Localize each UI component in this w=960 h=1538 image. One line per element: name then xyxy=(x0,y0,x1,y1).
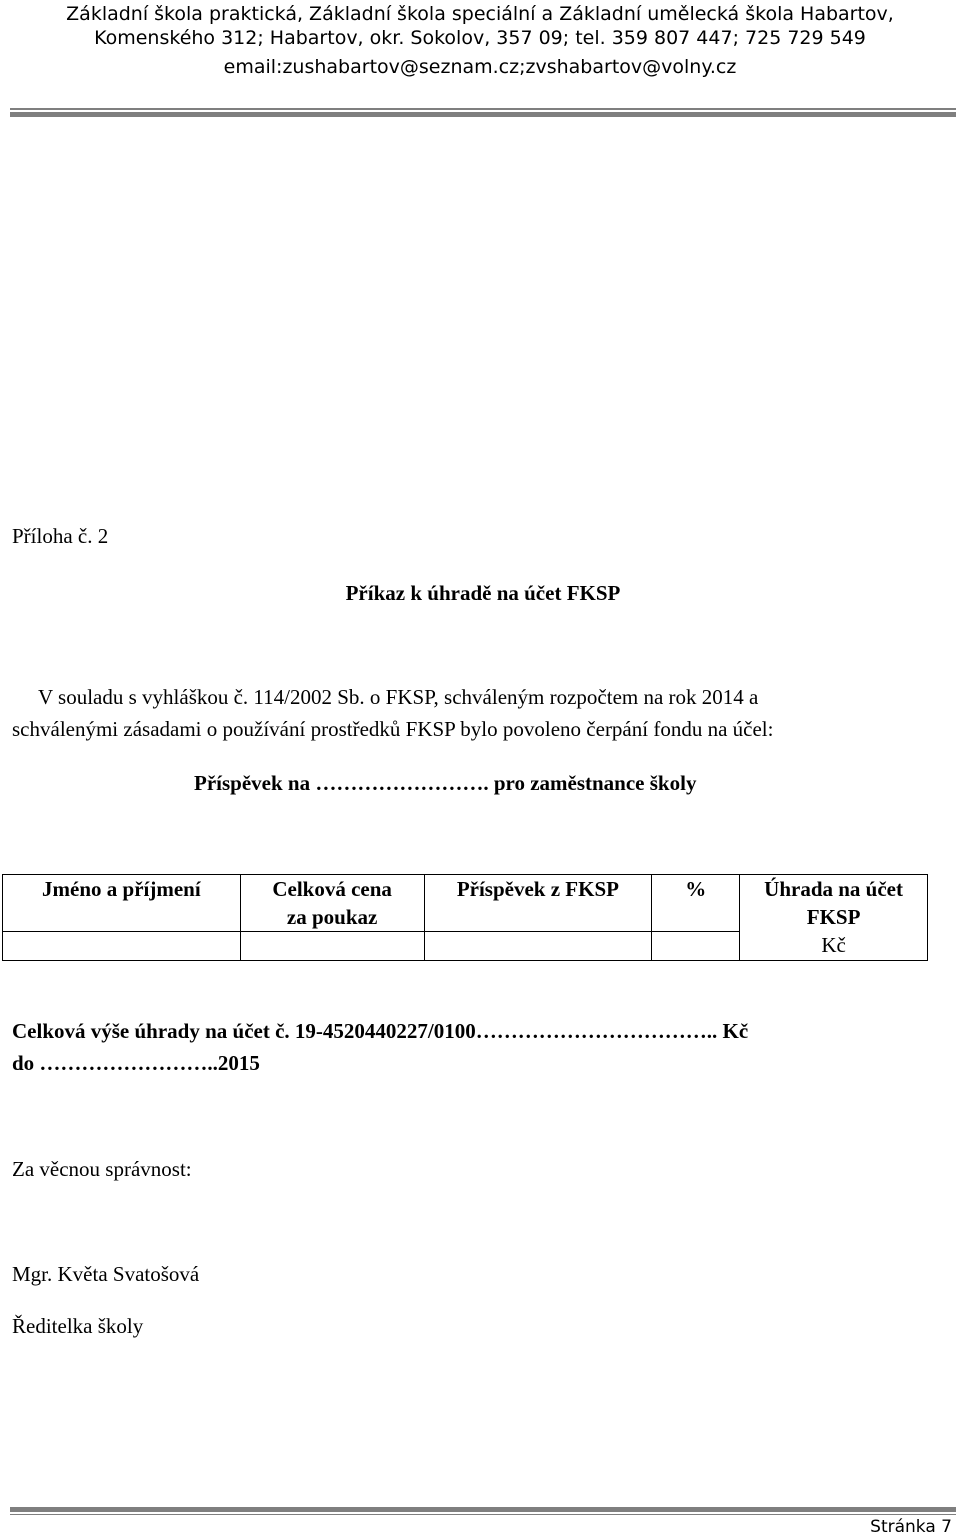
purpose-line: Příspěvek na ……………………. pro zaměstnance školy xyxy=(194,771,697,795)
col-header-name: Jméno a příjmení xyxy=(3,875,241,932)
signatory-role: Ředitelka školy xyxy=(12,1314,144,1338)
col-header-percent: % xyxy=(652,875,740,932)
footer-rule-thick xyxy=(10,1507,956,1512)
col-header-total-price: Celková cena za poukaz xyxy=(240,875,424,932)
table-header-row xyxy=(3,875,928,932)
letterhead-line-3: email:zushabartov@seznam.cz;zvshabartov@volny.cz xyxy=(223,56,737,78)
contribution-table xyxy=(2,874,928,961)
paragraph-line-2: schválenými zásadami o používání prostředků FKSP bylo povoleno čerpání fondu na účel: xyxy=(12,717,774,741)
letterhead-line-2: Komenského 312; Habartov, okr. Sokolov, 357 09; tel. 359 807 447; 725 729 549 xyxy=(94,27,866,49)
attachment-number: Příloha č. 2 xyxy=(12,524,109,548)
currency-unit: Kč xyxy=(821,933,846,957)
table-cell-empty xyxy=(424,932,652,961)
table-cell-empty xyxy=(3,932,241,961)
table-cell-empty xyxy=(240,932,424,961)
total-line-2: do ……………………..2015 xyxy=(12,1051,260,1075)
col-header-contribution: Příspěvek z FKSP xyxy=(424,875,652,932)
paragraph-line-1: V souladu s vyhláškou č. 114/2002 Sb. o FKSP, schváleným rozpočtem na rok 2014 a xyxy=(38,685,759,709)
document-title: Příkaz k úhradě na účet FKSP xyxy=(345,581,621,605)
table-cell-empty xyxy=(652,932,740,961)
header-rule-thin xyxy=(10,108,956,110)
page-number: Stránka 7 xyxy=(870,1517,952,1537)
signatory-name: Mgr. Květa Svatošová xyxy=(12,1262,200,1286)
footer-rule-thin xyxy=(10,1514,956,1515)
verification-label: Za věcnou správnost: xyxy=(12,1157,192,1181)
letterhead-line-1: Základní škola praktická, Základní škola speciální a Základní umělecká škola Habartov, xyxy=(66,3,894,25)
header-rule-thick xyxy=(10,112,956,117)
total-line-1: Celková výše úhrady na účet č. 19-4520440227/0100…………………………….. Kč xyxy=(12,1019,749,1043)
col-header-payment: Úhrada na účet FKSP Kč xyxy=(740,875,928,961)
